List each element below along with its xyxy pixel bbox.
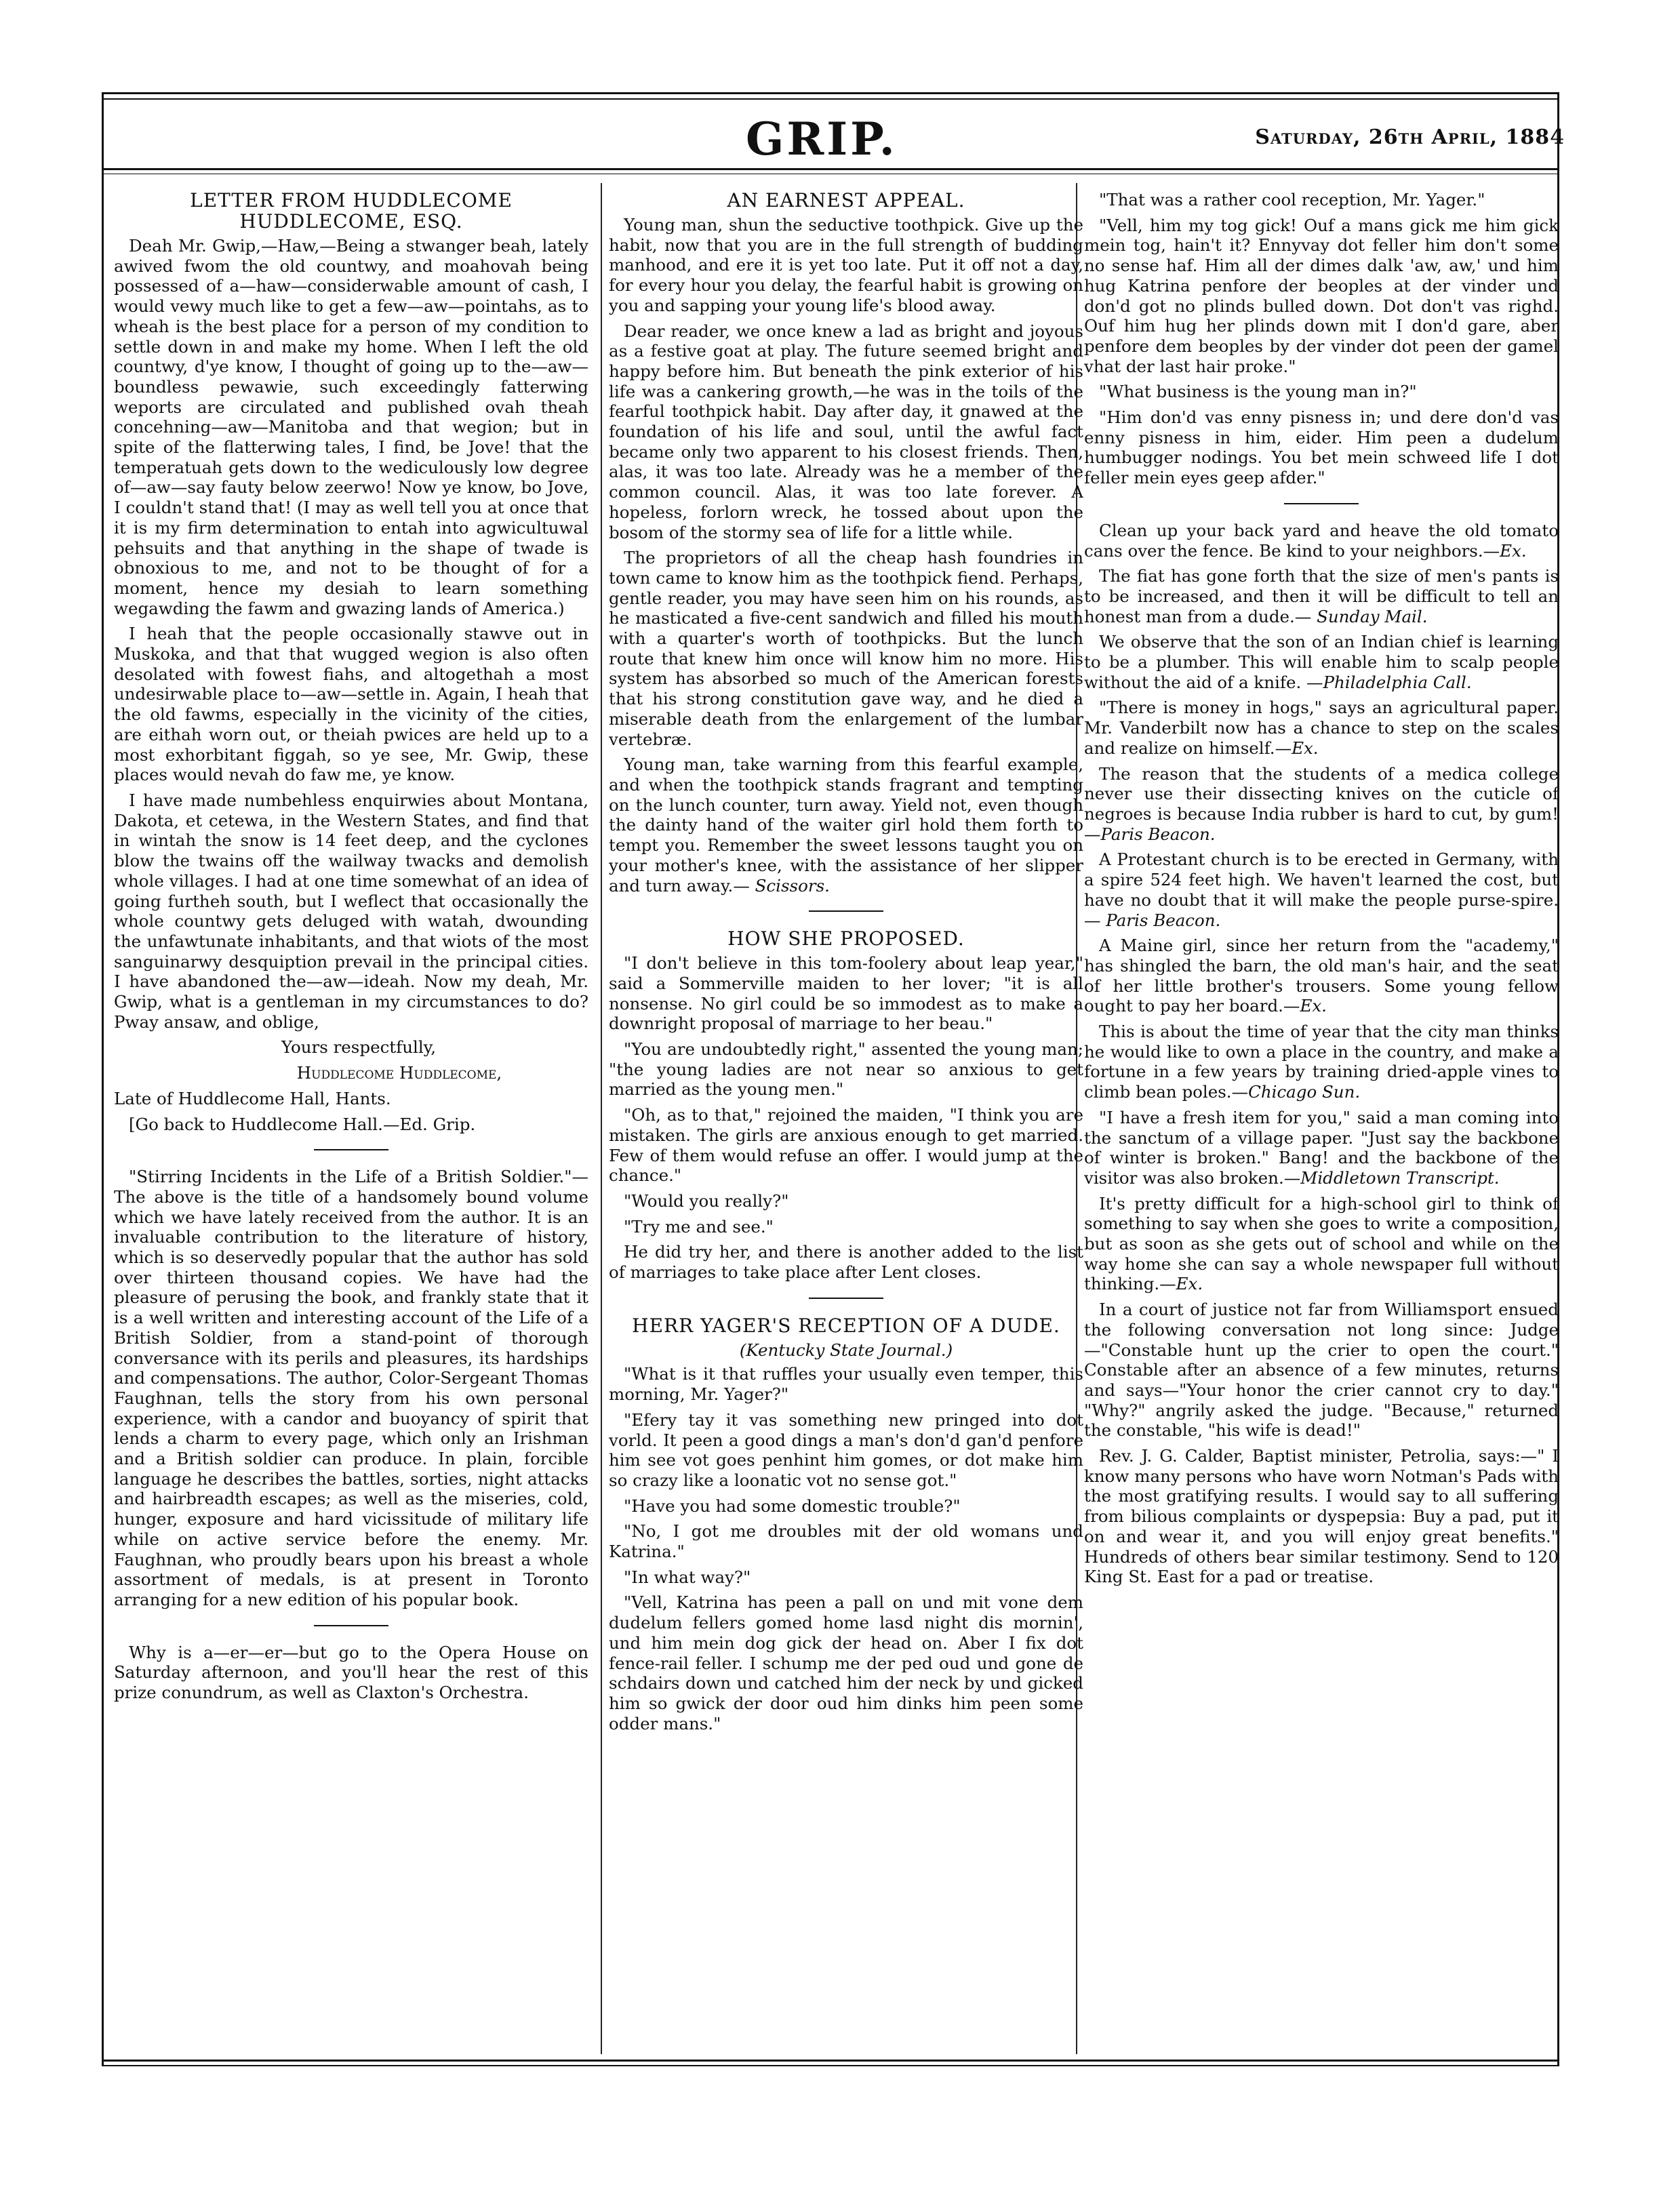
column-3 [1084, 190, 1559, 2041]
paragraph: "You are undoubtedly right," assented the young man; "the young ladies are not near so anxious to get married as the young men." [609, 1039, 1083, 1100]
paragraph: I heah that the people occasionally stawve out in Muskoka, and that that wugged wegion is also often desolated with fowest fiahs, and altogethah a most undesirwable place to—aw—settle in. Again, I heah that the old fawms, especially in the vicinity of the cities, are eithah worn out, or theiah pwices are held up to a most exhorbitant figgah, so ye see, Mr. Gwip, these places would nevah do faw me, ye know. [114, 624, 588, 785]
article-heading: HOW SHE PROPOSED. [727, 927, 965, 950]
separator [809, 910, 883, 912]
masthead-title: GRIP. [746, 113, 898, 165]
paragraph [1084, 521, 1559, 561]
paragraph: "Have you had some domestic trouble?" [624, 1496, 961, 1516]
signature-name: Huddlecome Huddlecome, [296, 1063, 502, 1083]
source-credit: Sunday Mail. [1317, 606, 1428, 626]
paragraph-text: "There is money in hogs," says an agricultural paper. Mr. Vanderbilt now has a chance to step on the scales and realize on himself.— [1084, 698, 1559, 758]
paragraph [1084, 849, 1559, 930]
source-credit: Scissors. [755, 875, 830, 896]
paragraph: "That was a rather cool reception, Mr. Yager." [1099, 190, 1485, 209]
paragraph-text: "I have a fresh item for you," said a man coming into the sanctum of a village paper. "Just say the backbone of winter is broken." Bang! and the backbone of the visitor was also broken.— [1084, 1107, 1559, 1188]
source-credit: Middletown Transcript. [1300, 1167, 1500, 1188]
separator [1284, 503, 1359, 504]
paragraph [1084, 632, 1559, 692]
paragraph: "In what way?" [624, 1567, 751, 1587]
paragraph-text: A Maine girl, since her return from the "academy," has shingled the barn, the old man's hair, and the seat of her little brother's trousers. Some young fellow ought to pay her board.— [1084, 936, 1559, 1016]
paragraph: "Would you really?" [624, 1190, 789, 1211]
signature-address: Late of Huddlecome Hall, Hants. [114, 1088, 391, 1108]
paragraph: "Try me and see." [624, 1216, 774, 1237]
paragraph: "What business is the young man in?" [1099, 382, 1417, 402]
paragraph [609, 755, 1083, 896]
paragraph [1084, 1108, 1559, 1188]
source-credit: Chicago Sun. [1248, 1082, 1361, 1102]
paragraph-text: Clean up your back yard and heave the old tomato cans over the fence. Be kind to your neighbors.— [1084, 520, 1559, 561]
paragraph: "Stirring Incidents in the Life of a British Soldier."—The above is the title of a handsomely bound volume which we have lately received from the author. It is an invaluable contribution to the literature of history, which is so deservedly popular that the author has sold over thirteen thousand copies. We have had the pleasure of perusing the book, and frankly state that it is a well written and interesting account of the Life of a British Soldier, from a stand-point of thorough conversance with its perils and pleasures, its hardships and compensations. The author, Color-Sergeant Thomas Faughnan, tells the story from his own personal experience, with a candor and buoyancy of spirit that lends a charm to every page, which only an Irishman and a British soldier can produce. In plain, forcible language he describes the battles, sorties, night attacks and hairbreadth escapes; as well as the miseries, cold, hunger, exposure and hard vicissitude of military life while on active service before the enemy. Mr. Faughnan, who proudly bears upon his breast a whole assortment of medals, is at present in Toronto arranging for a new edition of his popular book. [114, 1167, 588, 1609]
paragraph [1084, 698, 1559, 758]
paragraph: In a court of justice not far from Williamsport ensued the following conversation not long since: Judge—"Constable hunt up the crier to open the court." Constable after an absence of a few minutes, returns and says—"Your honor the crier cannot cry to day." "Why?" angrily asked the judge. "Because," returned the constable, "his wife is dead!" [1084, 1300, 1559, 1441]
paragraph: "Efery tay it vas something new pringed into dot vorld. It peen a good dings a man's don'd gan'd penfore him see vot goes penhint him gomes, or dot make him so crazy like a loonatic vot no sense got." [609, 1409, 1083, 1490]
editor-note: [Go back to Huddlecome Hall.—Ed. Grip. [129, 1114, 476, 1134]
column-divider-1 [601, 183, 602, 2054]
paragraph: "Vell, him my tog gick! Ouf a mans gick me him gick mein tog, hain't it? Ennyvay dot feller him don't some no sense haf. Him all der dimes dalk 'aw, aw,' und him hug Katrina penfore der beoples at der vinder und don'd got no plinds bulled down. Dot don't vas righd. Ouf him hug her plinds down mit I don'd gare, aber penfore dem beoples by der vinder dot peen der gamel vhat der last hair proke." [1084, 215, 1559, 376]
source-credit: Ex. [1500, 540, 1527, 561]
paragraph [1084, 566, 1559, 626]
paragraph [1084, 1022, 1559, 1102]
column-1 [114, 190, 588, 2041]
paragraph: Young man, shun the seductive toothpick. Give up the habit, now that you are in the full strength of budding manhood, and ere it is yet too late. Put it off not a day, for every hour you delay, the fearful habit is growing on you and sapping your young life's blood away. [609, 215, 1083, 315]
top-rule-inner [102, 98, 1559, 100]
paragraph: "Oh, as to that," rejoined the maiden, "I think you are mistaken. The girls are anxious enough to get married. Few of them would refuse an offer. I would jump at the chance." [609, 1105, 1083, 1186]
signature-line: Yours respectfully, [281, 1037, 437, 1058]
masthead-rule [102, 168, 1559, 170]
article-heading: LETTER FROM HUDDLECOME HUDDLECOME, ESQ. [190, 190, 513, 233]
source-credit: Ex. [1292, 738, 1319, 758]
paragraph-text: The reason that the students of a medica college never use their dissecting knives on the cuticle of negroes is because India rubber is hard to cut, by gum!— [1084, 763, 1559, 844]
source-credit: Paris Beacon. [1106, 910, 1221, 930]
paragraph-text: It's pretty difficult for a high-school girl to think of something to say when she goes to write a composition, but as soon as she gets out of school and while on the way home she can say a whole newspaper full without thinking.— [1084, 1193, 1559, 1294]
article-heading: AN EARNEST APPEAL. [727, 190, 965, 212]
top-rule-outer [102, 92, 1559, 94]
paragraph: Rev. J. G. Calder, Baptist minister, Petrolia, says:—" I know many persons who have worn Notman's Pads with the most gratifying results. I would say to all suffering from bilious complaints or dyspepsia: Buy a pad, put it on and wear it, and you will enjoy great benefits." Hundreds of others bear similar testimony. Send to 120 King St. East for a pad or treatise. [1084, 1446, 1559, 1587]
paragraph-text: A Protestant church is to be erected in Germany, with a spire 524 feet high. We haven't learned the cost, but have no doubt that it will make the people purse-spire.— [1084, 849, 1559, 930]
paragraph: I have made numbehless enquirwies about Montana, Dakota, et cetewa, in the Western States, and find that in wintah the snow is 14 feet deep, and the cyclones blow the twains off the wailway twacks and demolish whole villages. I had at one time somewhat of an idea of going furtheh south, but I weflect that occasionally the whole countwy gets deluged with watah, dwounding the unfawtunate inhabitants, and that wiots of the most sanguinarwy desquiption prevail in the principal cities. I have abandoned the—aw—ideah. Now my deah, Mr. Gwip, what is a gentleman in my circumstances to do? Pway ansaw, and oblige, [114, 790, 588, 1032]
article-source: (Kentucky State Journal.) [739, 1340, 953, 1360]
source-credit: Paris Beacon. [1100, 824, 1216, 844]
paragraph: Dear reader, we once knew a lad as bright and joyous as a festive goat at play. The future seemed bright and happy before him. But beneath the pink exterior of his life was a cankering growth,—he was in the toils of the fearful toothpick habit. Day after day, it gnawed at the foundation of his life and soul, until the awful fact became only two apparent to his closest friends. Then, alas, it was too late. Already was he a member of the common council. Alas, it was too late forever. A hopeless, forlorn wreck, he tossed about upon the bosom of the stormy sea of life for a little while. [609, 321, 1083, 542]
bottom-rule [102, 2060, 1559, 2062]
paragraph: "What is it that ruffles your usually even temper, this morning, Mr. Yager?" [609, 1364, 1083, 1405]
paragraph-text: Young man, take warning from this fearful example, and when the toothpick stands fragrant and tempting on the lunch counter, turn away. Yield not, even though the dainty hand of the waiter girl hold them forth to tempt you. Remember the sweet lessons taught you on your mother's knee, with the assistance of her slipper and turn away.— [609, 755, 1083, 896]
paragraph: Deah Mr. Gwip,—Haw,—Being a stwanger beah, lately awived fwom the old countwy, and moahovah being possessed of a—haw—considerwable amount of cash, I would vewy much like to get a few—aw—pointahs, as to wheah is the best place for a person of my condition to settle down in and make my home. When I left the old countwy, d'ye know, I thought of going up to the—aw—boundless pewawie, such exceedingly fatterwing weports are circulated and published ovah theah concehning—aw—Manitoba and that wegion; but in spite of the flatterwing tales, I find, be Jove! that the temperatuah gets down to the wediculously low degree of—aw—say fauty below zeerwo! Now ye know, bo Jove, I couldn't stand that! (I may as well tell you at once that it is my firm determination to entah into agwicultuwal pehsuits and that anything in the shape of twade is obnoxious to me, and not to be thought of for a moment, hence my desiah to learn something wegawding the fawm and gwazing lands of America.) [114, 236, 588, 618]
paragraph-text: The fiat has gone forth that the size of men's pants is to be increased, and then it will be difficult to tell an honest man from a dude.— [1084, 566, 1559, 626]
paragraph: The proprietors of all the cheap hash foundries in town came to know him as the toothpick fiend. Perhaps, gentle reader, you may have seen him on his rounds, as he masticated a five-cent sandwich and filled his mouth with a quarter's worth of toothpicks. But the lunch route that knew him once will know him no more. His system has absorbed so much of the American forests that his strong constitution gave way, and he died a miserable death from the enlargement of the lumbar vertebræ. [609, 548, 1083, 749]
separator [809, 1298, 883, 1299]
separator [314, 1149, 388, 1150]
column-2 [609, 190, 1083, 2041]
paragraph: Why is a—er—er—but go to the Opera House on Saturday afternoon, and you'll hear the rest of this prize conundrum, as well as Claxton's Orchestra. [114, 1642, 588, 1703]
left-border [102, 92, 104, 2066]
separator [314, 1625, 388, 1626]
paragraph [1084, 1194, 1559, 1295]
paragraph-text: We observe that the son of an Indian chief is learning to be a plumber. This will enable him to scalp people without the aid of a knife. [1084, 632, 1559, 692]
paragraph [1084, 936, 1559, 1016]
source-credit: Ex. [1176, 1274, 1203, 1294]
paragraph-text: This is about the time of year that the city man thinks he would like to own a place in the country, and make a fortune in a few years by training dried-apple vines to climb bean poles.— [1084, 1022, 1559, 1102]
masthead-date: Saturday, 26th April, 1884 [1255, 125, 1565, 149]
paragraph: "I don't believe in this tom-foolery about leap year," said a Sommerville maiden to her lover; "it is all nonsense. No girl could be so immodest as to make a downright proposal of marriage to her beau." [609, 953, 1083, 1034]
source-credit: —Philadelphia Call. [1306, 672, 1472, 692]
paragraph: "Him don'd vas enny pisness in; und dere don'd vas enny pisness in him, eider. Him peen a dudelum humbugger nodings. You bet mein schweed life I dot feller mein eyes geep afder." [1084, 407, 1559, 488]
source-credit: Ex. [1300, 996, 1327, 1016]
bottom-rule-2 [102, 2065, 1559, 2066]
paragraph: "No, I got me droubles mit der old womans und Katrina." [609, 1521, 1083, 1562]
paragraph: He did try her, and there is another added to the list of marriages to take place after Lent closes. [609, 1242, 1083, 1283]
article-heading: HERR YAGER'S RECEPTION OF A DUDE. [632, 1314, 1060, 1337]
paragraph [1084, 764, 1559, 845]
paragraph: "Vell, Katrina has peen a pall on und mit vone dem dudelum fellers gomed home lasd night dis mornin', und him mein dog gick der head on. Aber I fix dot fence-rail feller. I schump me der ped oud und gone de schdairs down und catched him der neck by und gicked him so gwick der door oud him dinks him peen some odder mans." [609, 1592, 1083, 1733]
